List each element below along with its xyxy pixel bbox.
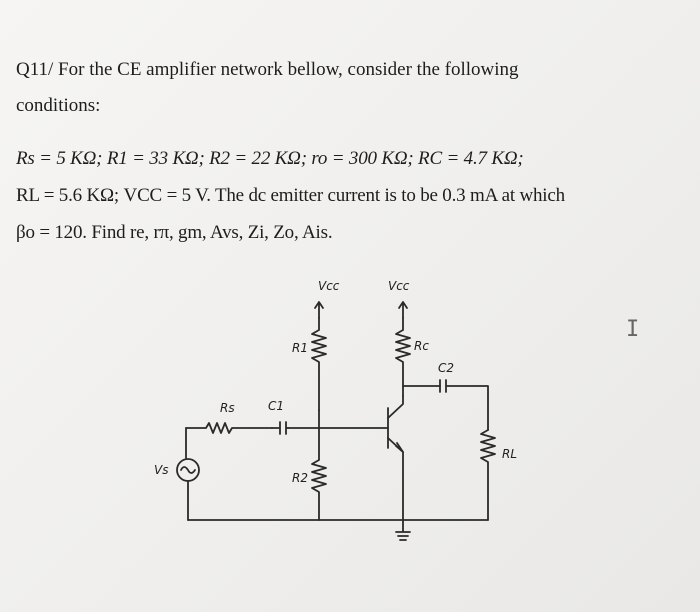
transistor-collector	[388, 396, 403, 418]
c1-label: C1	[268, 399, 285, 413]
emitter-arrow	[396, 443, 403, 452]
rl-label: RL	[502, 447, 518, 461]
r1-label: R1	[292, 341, 308, 355]
question-line-2: conditions:	[16, 95, 101, 116]
rs-label: Rs	[220, 401, 235, 415]
vcc-right-label: Vcc	[388, 279, 410, 293]
ground-symbol	[396, 520, 410, 540]
conditions-line-3: βo = 120. Find re, rπ, gm, Avs, Zi, Zo, Ais.	[16, 222, 333, 243]
rs-resistor	[186, 423, 272, 433]
conditions-line-1: Rs = 5 KΩ; R1 = 33 KΩ; R2 = 22 KΩ; ro = 300 KΩ; RC = 4.7 KΩ;	[16, 148, 524, 169]
rc-label: Rc	[414, 339, 429, 353]
r2-resistor	[312, 410, 326, 520]
conditions-line-2: RL = 5.6 KΩ; VCC = 5 V. The dc emitter current is to be 0.3 mA at which	[16, 185, 565, 206]
vcc-left-label: Vcc	[318, 279, 340, 293]
r2-label: R2	[292, 471, 308, 485]
rc-resistor	[396, 318, 410, 396]
rl-resistor	[481, 430, 495, 520]
c2-label: C2	[438, 361, 455, 375]
question-line-1: Q11/ For the CE amplifier network bellow, consider the following	[16, 59, 519, 80]
vcc-right-arrow	[399, 302, 407, 318]
c1-capacitor	[272, 422, 288, 434]
vs-sine	[181, 467, 195, 473]
c2-capacitor	[440, 380, 488, 430]
r1-resistor	[312, 318, 326, 410]
vcc-left-arrow	[315, 302, 323, 318]
vs-label: Vs	[154, 463, 169, 477]
text-cursor-icon: I	[626, 317, 640, 342]
